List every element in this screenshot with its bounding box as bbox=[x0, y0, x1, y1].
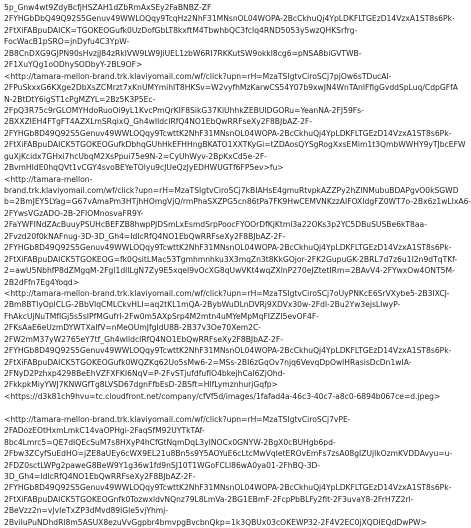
text-line: 2FYHGb8D49Q92S5Genuv49WWLOQqy9TcwttK2NhF31MNsnOL04WOPA-2BcCkhuQj4YpLDKFLTGEzD14VzxA1ST8s6Pk- bbox=[4, 483, 452, 493]
text-line: 2FtXiFABpuDAICK5TGOKEOGnfk0TozwxldvNQnz79L8LmVa-2BG1EBmF-2FcpPbBLFy2fit-2F3uvaY8-2FrH7Z2rl- bbox=[4, 494, 414, 504]
text-line: 2FtXiFABpuDAICK=TGOKEOGufk0UzDofGbLT8kxftM4TbwhbQC3fcIq4RND5053y5wzQHKSrfrg- bbox=[4, 25, 358, 35]
text-line: 2FpQ3R75c9rGLOMYHdoRuoOi9yL1KvcPmQrKIF8SikG37KiUhhkZEBUIDGORu=YeanNA-2FJ59Fs- bbox=[4, 105, 364, 115]
text-line: N-2BtDtY6igST1cPgMZYL=2Bz5K3P5Ec- bbox=[4, 94, 156, 104]
text-line: 2FYHGb8D49Q92S5Genuv49WWLOQqy9TcwttK2NhF31MNsnOL04WOPA-2BcCkhuQj4YpLDKFLTGEzD14VzxA1ST8s6Pk- bbox=[4, 243, 452, 253]
text-line: 2FYwsVGzADO-2B-2FIOMnosvaFR9Y- bbox=[4, 208, 144, 218]
raw-link-text-block bbox=[4, 2, 471, 528]
text-line: <http://tamara-mellon-brand.trk.klaviyomail.com/wf/click?upn=rH=MzaTSIgtvCiroSCj7vPE- bbox=[4, 414, 351, 424]
text-line: 2BXXZIEH4FTgFT4AZXLmSRqixQ_Gh4wIldcIRfQ4NO1EbQwRRFseXy2F8BJbAZ-2F- bbox=[4, 117, 313, 127]
text-line: 2FW2mM37yW2765eY7tf_Gh4wIldcIRfQ4NO1EbQwRRFseXy2F8BJbAZ-2F- bbox=[4, 334, 283, 344]
text-line: 2Fbw3ZCyfSuEdHO=jZE8aUEy6cWX9EL21u8Bn5s9Y5AOYuE6cLtcMwVqIetEROvEmFs7zsA08gIZUjlkOzmKVDDAvyu=u- bbox=[4, 449, 453, 459]
text-line: brand.trk.klaviyomail.com/wf/click?upn=rH=MzaTSIgtvCiroSCj7kBIAHsE4gmuRtvpkAZZPy2hZlNMubuBDAPgvO0kSGWD bbox=[4, 186, 459, 195]
text-line: <http://tamara-mellon-brand.trk.klaviyomail.com/wf/click?upn=rH=MzaTSIgtvCiroSCj7oUyPNKcE6SrVXybe5-2B3IXCJ- bbox=[4, 288, 450, 298]
text-line: 2BviIuPuNDhdRl8m5ASUX8ezuVvGgpbr4bmvpgBvcbnQkp=1k3QBUx03cOKEWP32-2F4V2EC0jXQDIEQdDwPW> bbox=[4, 517, 427, 527]
text-line: FocWacB1pSRO=jnDyfu4C3YpW- bbox=[4, 37, 130, 47]
text-line: 2Bm8BTIyOplCLG-2BbVIqCMLCkvHLI=aq2tKL1mQA-2BybWuDLnDVRj9XDVx30w-2Fdl-2Bu2Yw3ejsLIwyP- bbox=[4, 300, 401, 310]
text-line: 2FkkpkMiyYWJ7KNWGfTg8LVSD67dgnFfbEsD-2BSft=HlfLymznhurjGqfp> bbox=[4, 380, 278, 390]
text-line: 2FtXiFABpuDAICK5TGOKEOG=fk0QsitLMac53Tgmhmnhku3X3mqZn3t8KkGOjor-2FK2GupuGK-2BRL7d7z6u1I2n9dTqTKf- bbox=[4, 254, 458, 264]
text-line: <http://tamara-mellon-brand.trk.klaviyomail.com/wf/click?upn=rH=MzaTSIgtvCiroSCj7pjOw6sTDucAI- bbox=[4, 71, 392, 81]
text-line: 2FDZ0sctLWPg2paweG8BeW9Y1g36w1fd9nSJ10T1WGoFCLl86wA0ya01-2FhBQ-3D- bbox=[4, 460, 321, 470]
text-line: 2FADozEOtHxmLmkC14vaOPHgi-2FaqSfM92UYTkTAf- bbox=[4, 426, 205, 436]
text-line: 2FPuSkxxG6KXge2DbXsZCMrzt7xKnUMYmihIT8HKSv=W2vyfhMzKarwCS54Y07b9xwJN4WnTAnlFfigGvddSpLuq/CdpGFfA bbox=[4, 83, 458, 93]
text-line bbox=[4, 402, 396, 413]
text-line: guXjKcidx7GHxi7hcUbqM2XsPpui75e9N-2=CyUhWyv-2BpKxCd5e-2F- bbox=[4, 151, 267, 161]
text-line: 3D_Gh4=IdIcRfQ4NO1EbQwRRFseXy2F8BJbAZ-2F- bbox=[4, 471, 196, 481]
text-line: 2Fvzd20f0kNAFnug-3D-3D_Gh4=IdIcRfQ4NO1EbQwRRFseXy2F8BJbAZ-2F- bbox=[4, 231, 286, 241]
text-line: FhAkcUjNuTMfIGj5s5sIPfMGufrI-2Fw0m5AXpSrp4M2mtn4uMYeMpMqFIZZI5evOF4F- bbox=[4, 311, 319, 321]
text-line: b=2BmJEY5LYag=G67vAmaPm3HTjhHOmgVjQ/rmPhaSXZPG5cn86tPa7FK9HwCEMVNKzzAIFOXIdgFZ0WT7o-2Bx6z1wLIxA6- bbox=[4, 197, 471, 207]
text-line: 2BvmHIdE0hqQVt1vCGY4svoBEYeTOlyu9cJUeQzJyEDHWUGTf6FP5ev>fu> bbox=[4, 163, 284, 173]
text-line: 2FYHGb8D49Q92S5Genuv49WWLOQqy9TcwttK2NhF31MNsnOL04WOPA-2BcCkhuQj4YpLDKFLTGEzD14VzxA1ST8s6Pk- bbox=[4, 346, 452, 356]
text-line: 5p_Gnw4wt9ZdyBcfjHSZAH1dZbRmAxSEy2FaBNBZ-ZF bbox=[4, 3, 212, 12]
text-line: 2FaYWFINdZAcBuuyPSUHcBEFZB8hwpPJDSmLxEsmdSrpPoocFYOOrDfKjKtml3a22OKs3p2YC5DBuSUSBe6kT8aa- bbox=[4, 220, 427, 230]
text-line: 2FNyD2Pzhxp4298BeEhVZFXFKI6NqV=P-2FvSTjufdfufIO4bkejhCaI6ZjOhd- bbox=[4, 369, 286, 378]
text-line: 2B2dFfn7Eg4Yoqd> bbox=[4, 277, 80, 287]
text-line: 2=awU5NbhfP8dZMgqM-2Fgl1dllLgN7Zy9E5xqeI9vOcXG8qUwVKt4wqZXlnP270eJZtetIRm=2BAvV4-2FYwxOw4ONT5M- bbox=[4, 266, 455, 276]
text-line: 2BeVzz2n=vJvIeTxZP3dMvd89lGle5vjYhmj- bbox=[4, 506, 169, 516]
text-line: <http://tamara-mellon- bbox=[4, 174, 93, 184]
text-line: 2B8CnDXG9GJPN90sHvzjJ84zRkIVW9LW9JiUEL1zbW6RI7RKKutSW9okkl8cg6=pNSA8biGVTWB- bbox=[4, 48, 362, 58]
text-line: 2FYHGb8D49Q92S5Genuv49WWLOQqy9TcwttK2NhF31MNsnOL04WOPA-2BcCkhuQj4YpLDKFLTGEzD14VzxA1ST8s6Pk- bbox=[4, 128, 452, 138]
text-line: 2FtXiFABpuDAICK5TGOKEOGufk0WQZKq62Uo5sMw6-2=MSs-2BI6zGqOv7njq6VevqDpOwlHRasisDcDn1wIA- bbox=[4, 357, 412, 367]
text-line: 2FYHGbDbQ49Q92S5Genuv49WWLOQqy9TcqHz2NhF31MNsnOL04WOPA-2BcCkhuQj4YpLDKFLTGEzD14VzxA1ST8s6Pk- bbox=[4, 14, 455, 24]
text-line: 2F1XuYQg1oODhySODbyY-2BL9OF> bbox=[4, 60, 143, 70]
text-line: 8bc4Lmrc5=QE7dIQEcSuM7s8HXyP4hCfGtNqmDqL3yINOCx0GNYW-2BgX0cBUHgb6pd- bbox=[4, 437, 336, 447]
text-line: 2FtXiFABpuDAICK5TGOKEOGufkDbhqGUhHkEFHHngBKATO1XXTKyGi=tZDAosQYSgRogXxsEMim1t3QmbWWHY9yTJbcEFW bbox=[4, 140, 466, 150]
text-line: <https://d3k81ch9hvu=tc.cloudfront.net/company/cfVf5d/images/1fafad4a-46c3-40c7-a8c0-6894b067ce=d.jpeg> bbox=[4, 391, 441, 401]
text-line: 2FKsAaE6eUzmDYWTXaIfV=nMeOUmJfgIdU8B-2B37v3Oe70Xem2C- bbox=[4, 323, 262, 333]
